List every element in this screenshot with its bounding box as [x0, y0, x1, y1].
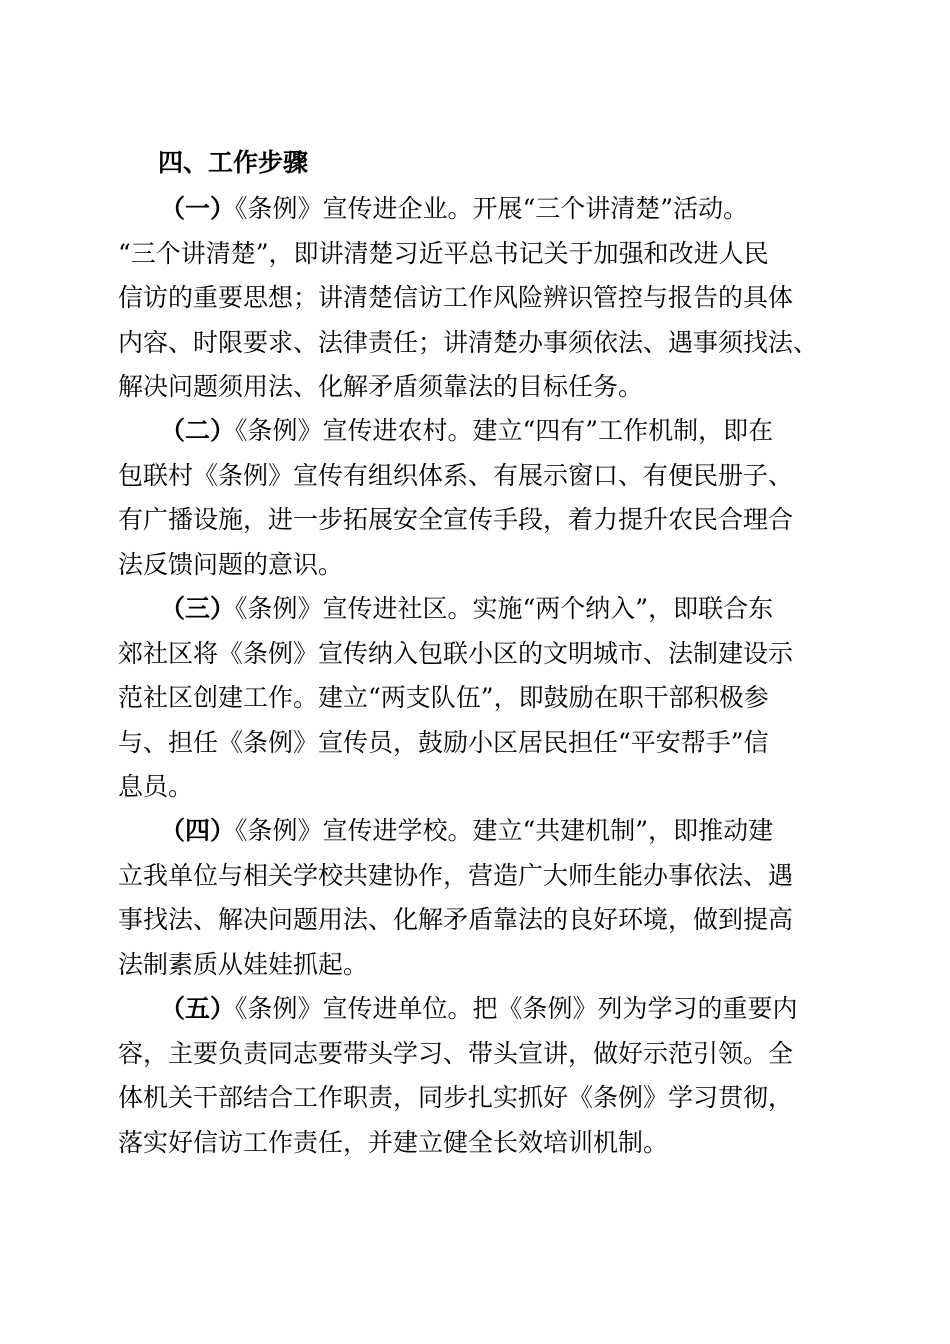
- item-number: （五）: [160, 994, 236, 1023]
- paragraph-line: [118, 987, 798, 1032]
- paragraph-line: 内容、时限要求、法律责任；讲清楚办事须依法、遇事须找法、: [118, 327, 819, 357]
- line-text: 《条例》宣传进社区。实施“两个纳入”，即联合东: [235, 594, 774, 623]
- paragraph-line: [118, 587, 793, 632]
- paragraph-line: 解决问题须用法、化解矛盾须靠法的目标任务。: [118, 372, 644, 401]
- paragraph-line: 法反馈问题的意识。: [118, 549, 344, 579]
- paragraph-3: [118, 587, 793, 810]
- paragraph-line: 信访的重要思想；讲清楚信访工作风险辨识管控与报告的具体: [118, 283, 794, 312]
- paragraph-line: 息员。: [118, 772, 194, 801]
- paragraph-line: 体机关干部结合工作职责，同步扎实抓好《条例》学习贯彻，: [118, 1083, 794, 1112]
- paragraph-4: [118, 809, 793, 987]
- paragraph-line: 郊社区将《条例》宣传纳入包联小区的文明城市、法制建设示: [118, 638, 794, 668]
- paragraph-line: [118, 409, 793, 454]
- line-text: 《条例》宣传进农村。建立“四有”工作机制，即在: [235, 416, 774, 445]
- line-text: 《条例》宣传进学校。建立“共建机制”，即推动建: [235, 816, 774, 845]
- paragraph-2: [118, 409, 793, 587]
- line-text: 《条例》宣传进单位。把《条例》列为学习的重要内: [235, 994, 798, 1023]
- paragraph-1: [118, 187, 818, 410]
- paragraph-line: [118, 187, 818, 232]
- paragraph-line: 包联村《条例》宣传有组织体系、有展示窗口、有便民册子、: [118, 460, 794, 490]
- paragraph-line: 有广播设施，进一步拓展安全宣传手段，着力提升农民合理合: [118, 505, 794, 534]
- paragraph-line: [118, 809, 793, 854]
- paragraph-5: [118, 987, 798, 1165]
- item-number: （一）: [160, 194, 236, 223]
- paragraph-line: 落实好信访工作责任，并建立健全长效培训机制。: [118, 1127, 669, 1157]
- line-text: 《条例》宣传进企业。开展“三个讲清楚”活动。: [235, 194, 749, 223]
- item-number: （三）: [160, 594, 236, 623]
- section-heading: 四、工作步骤: [158, 148, 309, 177]
- paragraph-line: 法制素质从娃娃抓起。: [118, 949, 369, 979]
- paragraph-line: “三个讲清楚”，即讲清楚习近平总书记关于加强和改进人民: [118, 238, 769, 268]
- paragraph-line: 立我单位与相关学校共建协作，营造广大师生能办事依法、遇: [118, 860, 794, 890]
- paragraph-line: 事找法、解决问题用法、化解矛盾靠法的良好环境，做到提高: [118, 905, 794, 934]
- item-number: （二）: [160, 416, 236, 445]
- paragraph-line: 与、担任《条例》宣传员，鼓励小区居民担任“平安帮手”信: [118, 727, 769, 757]
- paragraph-line: 容，主要负责同志要带头学习、带头宣讲，做好示范引领。全: [118, 1038, 794, 1068]
- item-number: （四）: [160, 816, 236, 845]
- paragraph-line: 范社区创建工作。建立“两支队伍”，即鼓励在职干部积极参: [118, 683, 769, 712]
